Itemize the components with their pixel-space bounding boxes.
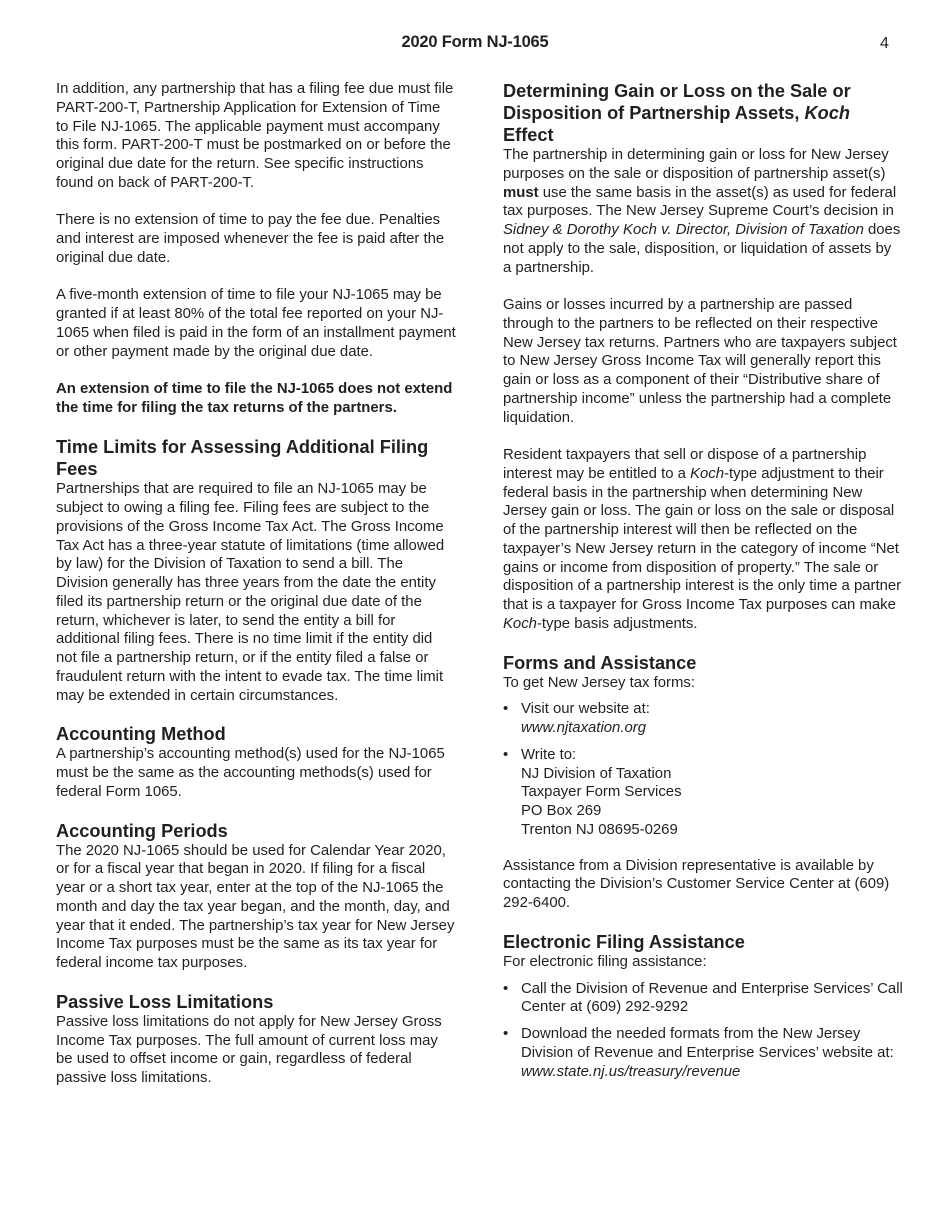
text-run: does not apply to the sale, disposition, or liquidation of assets by a partnership. [503, 222, 901, 276]
write-label: • Write to: [521, 746, 577, 763]
extension-application-paragraph: In addition, any partnership that has a filing fee due must file PART-200-T, Partnership Application for Extension of Time to File NJ-1065. The applicable payment must accompany this form. PART-200-T must be postmarked on or before the original due date for the return. See specific instructions found on back of PART-200-T. [56, 81, 454, 191]
text-run: Download the needed formats from the New Jersey Division of Revenue and Enterprise Services’ website at: [521, 1026, 894, 1061]
section-forms-assistance [503, 652, 903, 913]
list-item-download [503, 1025, 903, 1081]
right-column [503, 80, 903, 1099]
section-heading: Passive Loss Limitations [56, 991, 274, 1012]
section-accounting-method [56, 723, 456, 801]
efile-list [503, 980, 903, 1082]
section-heading: Accounting Periods [56, 820, 228, 841]
bold-text: must [503, 184, 539, 201]
section-intro: To get New Jersey tax forms: [503, 674, 695, 691]
section-accounting-periods [56, 820, 456, 973]
section-time-limits [56, 436, 456, 705]
heading-text: Effect [503, 125, 554, 145]
section-heading: Time Limits for Assessing Additional Filing Fees [56, 437, 429, 480]
gains-losses-paragraph: Gains or losses incurred by a partnership are passed through to the partners to be reflected on their respective New Jersey tax returns. Partners who are taxpayers subject to New Jersey Gross Income Tax will generally report this gain or loss as a component of their “Distributive share of partnership income” unless the partnership had a complete liquidation. [503, 297, 897, 426]
italic-text: Koch [690, 465, 725, 482]
section-passive-loss [56, 991, 456, 1088]
resident-taxpayers-paragraph [503, 446, 903, 634]
heading-text: Determining Gain or Loss on the Sale or Disposition of Partnership Assets, [503, 81, 851, 123]
section-body: A partnership’s accounting method(s) used for the NJ-1065 must be the same as the accounting methods(s) used for federal Form 1065. [56, 746, 445, 800]
website-link[interactable]: www.njtaxation.org [521, 720, 646, 736]
case-citation: Sidney & Dorothy Koch v. Director, Division of Taxation [503, 222, 864, 238]
section-body: Passive loss limitations do not apply for New Jersey Gross Income Tax purposes. The full amount of current loss may be used to offset income or gain, regardless of federal passive loss limitations. [56, 1013, 442, 1086]
text-run: -type adjustment to their federal basis in the partnership when determining New Jersey gain or loss. The gain or loss on the sale or disposal of the partnership interest will then be reflected on the taxpayer’s New Jersey return in the category of income “Net gains or income from disposition of property.” The sale or disposition of a partnership interest is the only time a partner that is a taxpayer for Gross Income Tax purposes can make [503, 465, 902, 613]
section-body: Partnerships that are required to file an NJ-1065 may be subject to owing a filing fee. Filing fees are subject to the provisions of the Gross Income Tax Act. The Gross Income Tax Act has a three-year statute of limitations (time allowed by law) for the Division of Taxation to send a bill. The Division generally has three years from the date the entity filed its partnership return or the original due date of the return, whichever is later, to send the entity a bill for additional filing fees. There is no time limit if the entity did not file a partnership return, or if the entity filed a false or fraudulent return with the intent to evade tax. The time limit may be extended in certain circumstances. [56, 481, 445, 704]
revenue-website-link[interactable]: www.state.nj.us/treasury/revenue [521, 1063, 741, 1080]
koch-basis-paragraph [503, 146, 903, 277]
extension-notice-bold: An extension of time to file the NJ-1065 does not extend the time for filing the tax returns of the partners. [56, 381, 453, 416]
heading-italic-text: Koch [804, 103, 850, 123]
section-heading [503, 80, 903, 146]
section-heading: Electronic Filing Assistance [503, 931, 745, 952]
text-run: -type basis adjustments. [536, 615, 698, 632]
page-number: 4 [880, 35, 889, 52]
address-line: NJ Division of Taxation [521, 765, 672, 782]
text-run: Resident taxpayers that sell or dispose of a partnership interest may be entitled to a [503, 447, 867, 482]
italic-text: Koch [503, 615, 537, 632]
section-koch-effect [503, 80, 903, 634]
address-line: PO Box 269 [521, 803, 602, 819]
address-line: Trenton NJ 08695-0269 [521, 821, 678, 838]
no-payment-extension-paragraph: There is no extension of time to pay the fee due. Penalties and interest are imposed whenever the fee is paid after the original due date. [56, 212, 445, 266]
assistance-paragraph: Assistance from a Division representative is available by contacting the Division’s Customer Service Center at (609) 292-6400. [503, 857, 890, 911]
section-intro: For electronic filing assistance: [503, 953, 707, 970]
left-column [56, 80, 456, 1106]
forms-list [503, 700, 903, 839]
website-label: • Visit our website at: [521, 701, 650, 718]
list-item-call: • Call the Division of Revenue and Enterprise Services’ Call Center at (609) 292-9292 [503, 980, 903, 1018]
address-line: Taxpayer Form Services [521, 784, 682, 801]
list-item-mail [503, 746, 903, 840]
text-run: use the same basis in the asset(s) as used for federal tax purposes. The New Jersey Supreme Court’s decision in [503, 184, 897, 220]
section-heading: Accounting Method [56, 724, 226, 745]
section-body: The 2020 NJ-1065 should be used for Calendar Year 2020, or for a fiscal year that began in 2020. If filing for a fiscal year or a short tax year, enter at the top of the NJ-1065 the month and day the tax year began, and the month, day, and year that it ended. The partnership’s tax year for New Jersey Income Tax purposes must be the same as its tax year for federal income tax purposes. [56, 842, 455, 971]
five-month-extension-paragraph: A five-month extension of time to file your NJ-1065 may be granted if at least 80% of the total fee reported on your NJ-1065 when filed is paid in the form of an installment payment or other payment made by the original due date. [56, 287, 456, 360]
section-heading: Forms and Assistance [503, 652, 697, 673]
page-title: 2020 Form NJ-1065 [401, 33, 549, 51]
text-run: The partnership in determining gain or loss for New Jersey purposes on the sale or disposition of partnership asset(s) [503, 147, 889, 182]
list-item-website [503, 700, 903, 738]
section-electronic-filing [503, 931, 903, 1082]
